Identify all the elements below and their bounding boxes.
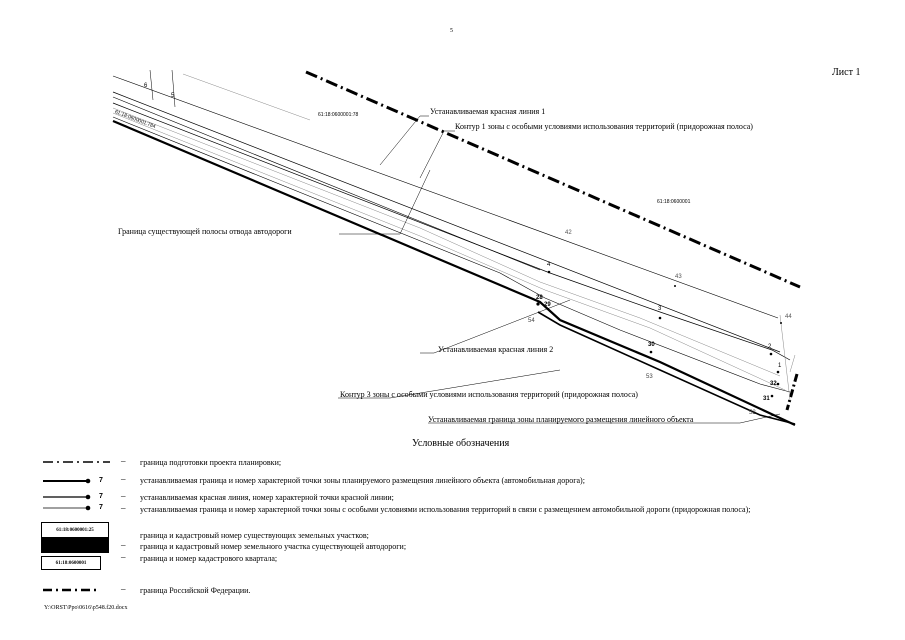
- legend-item-3: устанавливаемая красная линия, номер характерной точки красной линии;: [140, 493, 394, 502]
- annotation-red-line-1: Устанавливаемая красная линия 1: [430, 107, 546, 116]
- legend-sample-quarter: 61:18:0600001: [41, 556, 101, 570]
- point-label-52: 52: [749, 410, 756, 416]
- annotation-placement-boundary: Устанавливаемая граница зоны планируемого размещения линейного объекта: [428, 415, 694, 424]
- leader-contour-1: [420, 131, 455, 178]
- point-label-4: 4: [547, 262, 551, 268]
- point-label-30: 30: [648, 342, 655, 348]
- annotation-red-line-2: Устанавливаемая красная линия 2: [438, 345, 554, 354]
- point-marker-30: [650, 351, 653, 354]
- cadastral-quarter: 61:18:0600001: [657, 199, 691, 205]
- legend-item-5: граница и кадастровый номер существующих земельных участков;: [140, 531, 369, 540]
- legend-symbol-placement-dot: [86, 479, 91, 484]
- page-number: 5: [450, 28, 453, 34]
- legend-item-2: устанавливаемая граница и номер характерной точки зоны планируемого размещения линейного объекта (автомобильная дорога);: [140, 476, 585, 485]
- legend-title: Условные обозначения: [412, 438, 510, 449]
- legend-dash-2: –: [121, 474, 126, 484]
- point-marker-28: [536, 302, 539, 305]
- legend-item-4: устанавливаемая граница и номер характерной точки зоны с особыми условиями использования территорий в связи с размещением автомобильной дороги (придорожная полоса);: [140, 505, 751, 514]
- point-label-5: 5: [171, 93, 175, 99]
- legend-item-8: граница Российской Федерации.: [140, 586, 251, 595]
- point-label-1: 1: [778, 363, 782, 369]
- point-label-6: 6: [144, 83, 148, 89]
- point-label-54: 54: [528, 318, 535, 324]
- annotation-existing-strip: Граница существующей полосы отвода автодороги: [118, 227, 292, 236]
- point-label-44: 44: [785, 314, 792, 320]
- annotation-contour-3: Контур 3 зоны с особыми условиями использования территорий (придорожная полоса): [340, 390, 638, 399]
- annotation-contour-1: Контур 1 зоны с особыми условиями использования территорий (придорожная полоса): [455, 122, 753, 131]
- point-marker-31: [771, 395, 774, 398]
- point-marker-2: [770, 353, 773, 356]
- footer-file-path: Y:\ORST\Ppo\0616\p548.f20.docx: [44, 605, 128, 611]
- legend-dash-7: –: [121, 552, 126, 562]
- point-marker-3: [659, 317, 662, 320]
- leader-existing-strip: [339, 170, 430, 234]
- point-label-29: 29: [544, 302, 551, 308]
- legend-item-7: граница и номер кадастрового квартала;: [140, 554, 278, 563]
- legend-sample-parcel: 61:18:0600001:25: [41, 522, 109, 538]
- parcel-vertical-6: [150, 70, 153, 100]
- right-vertical-1: [780, 315, 790, 400]
- parcel-vertical-5: [172, 70, 175, 107]
- legend-item-6: граница и кадастровый номер земельного участка существующей автодороги;: [140, 542, 407, 551]
- point-label-43: 43: [675, 274, 682, 280]
- light-line-a: [113, 108, 780, 376]
- right-vertical-2: [790, 355, 795, 372]
- point-label-2: 2: [768, 344, 772, 350]
- legend-number-3: 7: [99, 504, 103, 511]
- legend-dash-8: –: [121, 584, 126, 594]
- existing-road-band: [113, 121, 795, 425]
- point-label-53: 53: [646, 374, 653, 380]
- legend-sample-road-parcel: [41, 537, 109, 553]
- point-label-31: 31: [763, 396, 770, 402]
- legend-number-1: 7: [99, 477, 103, 484]
- planning-boundary-line: [306, 72, 800, 287]
- point-marker-44: [780, 322, 782, 324]
- legend-dash-3: –: [121, 491, 126, 501]
- parcel-78-side: [183, 74, 310, 120]
- point-label-42: 42: [565, 230, 572, 236]
- legend-dash-6: –: [121, 540, 126, 550]
- legend-symbol-zone-dot: [86, 506, 91, 511]
- border-line-right: [787, 374, 797, 410]
- point-marker-1: [777, 371, 780, 374]
- legend-dash-4: –: [121, 503, 126, 513]
- point-label-3: 3: [658, 306, 662, 312]
- legend-dash-1: –: [121, 456, 126, 466]
- cadastral-parcel-78: 61:18:0600001:78: [318, 112, 359, 118]
- cadastral-parcel-784: 61:18:0600001:784: [113, 109, 157, 131]
- point-marker-32: [777, 383, 780, 386]
- point-marker-43: [674, 285, 676, 287]
- legend-item-1: граница подготовки проекта планировки;: [140, 458, 282, 467]
- point-label-28: 28: [536, 295, 543, 301]
- point-label-32: 32: [770, 381, 777, 387]
- sheet-label: Лист 1: [832, 67, 861, 78]
- legend-number-2: 7: [99, 493, 103, 500]
- legend-symbol-red-line-dot: [86, 495, 91, 500]
- point-marker-4: [548, 271, 551, 274]
